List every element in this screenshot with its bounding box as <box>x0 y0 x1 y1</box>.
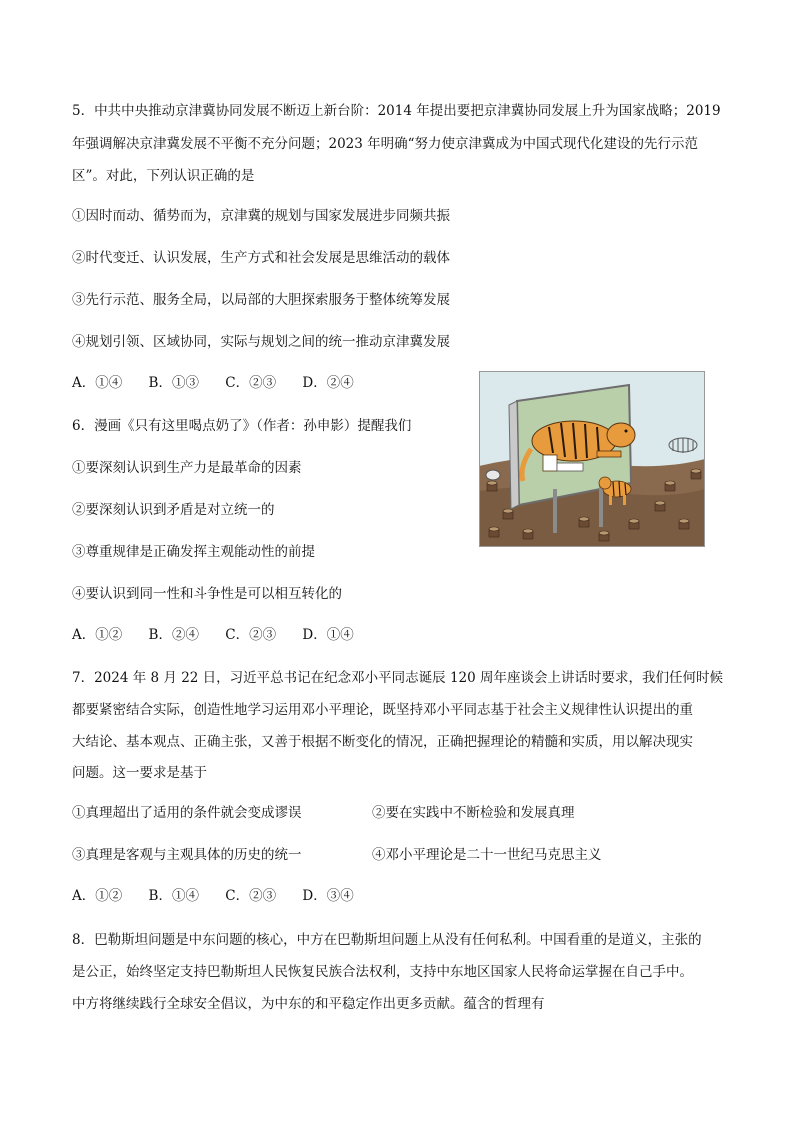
q7-stem-line-2: 都要紧密结合实际，创造性地学习运用邓小平理论，既坚持邓小平同志基于社会主义规律性认识提出的重 <box>72 702 693 718</box>
q5-answer-b: B．①③ <box>148 375 199 391</box>
q6-cartoon-image <box>479 371 705 547</box>
q7-answer-d: D．③④ <box>302 888 354 904</box>
q7-option-2: ②要在实践中不断检验和发展真理 <box>372 805 575 821</box>
q5-stem-line-3: 区”。对此，下列认识正确的是 <box>72 168 255 184</box>
q6-option-4: ④要认识到同一性和斗争性是可以相互转化的 <box>72 586 342 602</box>
q8-stem-line-2: 是公正，始终坚定支持巴勒斯坦人民恢复民族合法权利，支持中东地区国家人民将命运掌握在自己手中。 <box>72 964 693 980</box>
q6-option-1: ①要深刻认识到生产力是最革命的因素 <box>72 460 302 476</box>
q6-answer-d: D．①④ <box>302 627 354 643</box>
q5-option-4: ④规划引领、区域协同，实际与规划之间的统一推动京津冀发展 <box>72 334 450 350</box>
q7-answer-a: A．①② <box>72 888 123 904</box>
q5-option-2: ②时代变迁、认识发展，生产方式和社会发展是思维活动的载体 <box>72 250 450 266</box>
q6-answer-choices <box>72 625 376 645</box>
q7-stem-line-4: 问题。这一要求是基于 <box>72 765 207 781</box>
q6-option-2: ②要深刻认识到矛盾是对立统一的 <box>72 502 275 518</box>
q5-option-1: ①因时而动、循势而为，京津冀的规划与国家发展进步同频共振 <box>72 208 450 224</box>
q7-option-1: ①真理超出了适用的条件就会变成谬误 <box>72 805 302 821</box>
q7-answer-choices <box>72 886 376 906</box>
q6-option-3: ③尊重规律是正确发挥主观能动性的前提 <box>72 544 315 560</box>
q5-answer-c: C．②③ <box>225 375 277 391</box>
q8-stem-line-1: 8．巴勒斯坦问题是中东问题的核心，中方在巴勒斯坦问题上从没有任何私利。中国看重的是道义，主张的 <box>72 932 702 948</box>
q6-answer-a: A．①② <box>72 627 123 643</box>
q5-stem-line-2: 年强调解决京津冀发展不平衡不充分问题；2023 年明确“努力使京津冀成为中国式现代化建设的先行示范 <box>72 136 699 152</box>
q7-option-4: ④邓小平理论是二十一世纪马克思主义 <box>372 847 602 863</box>
q7-option-3: ③真理是客观与主观具体的历史的统一 <box>72 847 302 863</box>
q7-answer-b: B．①④ <box>148 888 199 904</box>
q5-answer-a: A．①④ <box>72 375 123 391</box>
q6-answer-b: B．②④ <box>148 627 199 643</box>
q5-option-3: ③先行示范、服务全局，以局部的大胆探索服务于整体统筹发展 <box>72 292 450 308</box>
q7-stem-line-3: 大结论、基本观点、正确主张，又善于根据不断变化的情况，正确把握理论的精髓和实质，用以解决现实 <box>72 734 693 750</box>
q6-stem: 6．漫画《只有这里喝点奶了》（作者：孙申影）提醒我们 <box>72 418 412 434</box>
q5-answer-choices <box>72 373 376 393</box>
q5-answer-d: D．②④ <box>302 375 354 391</box>
q5-stem-line-1: 5．中共中央推动京津冀协同发展不断迈上新台阶：2014 年提出要把京津冀协同发展上升为国家战略；2019 <box>72 103 721 119</box>
q6-answer-c: C．②③ <box>225 627 277 643</box>
q8-stem-line-3: 中方将继续践行全球安全倡议，为中东的和平稳定作出更多贡献。蕴含的哲理有 <box>72 996 545 1012</box>
q7-stem-line-1: 7．2024 年 8 月 22 日，习近平总书记在纪念邓小平同志诞辰 120 周年座谈会上讲话时要求，我们任何时候 <box>72 670 724 686</box>
q7-answer-c: C．②③ <box>225 888 277 904</box>
